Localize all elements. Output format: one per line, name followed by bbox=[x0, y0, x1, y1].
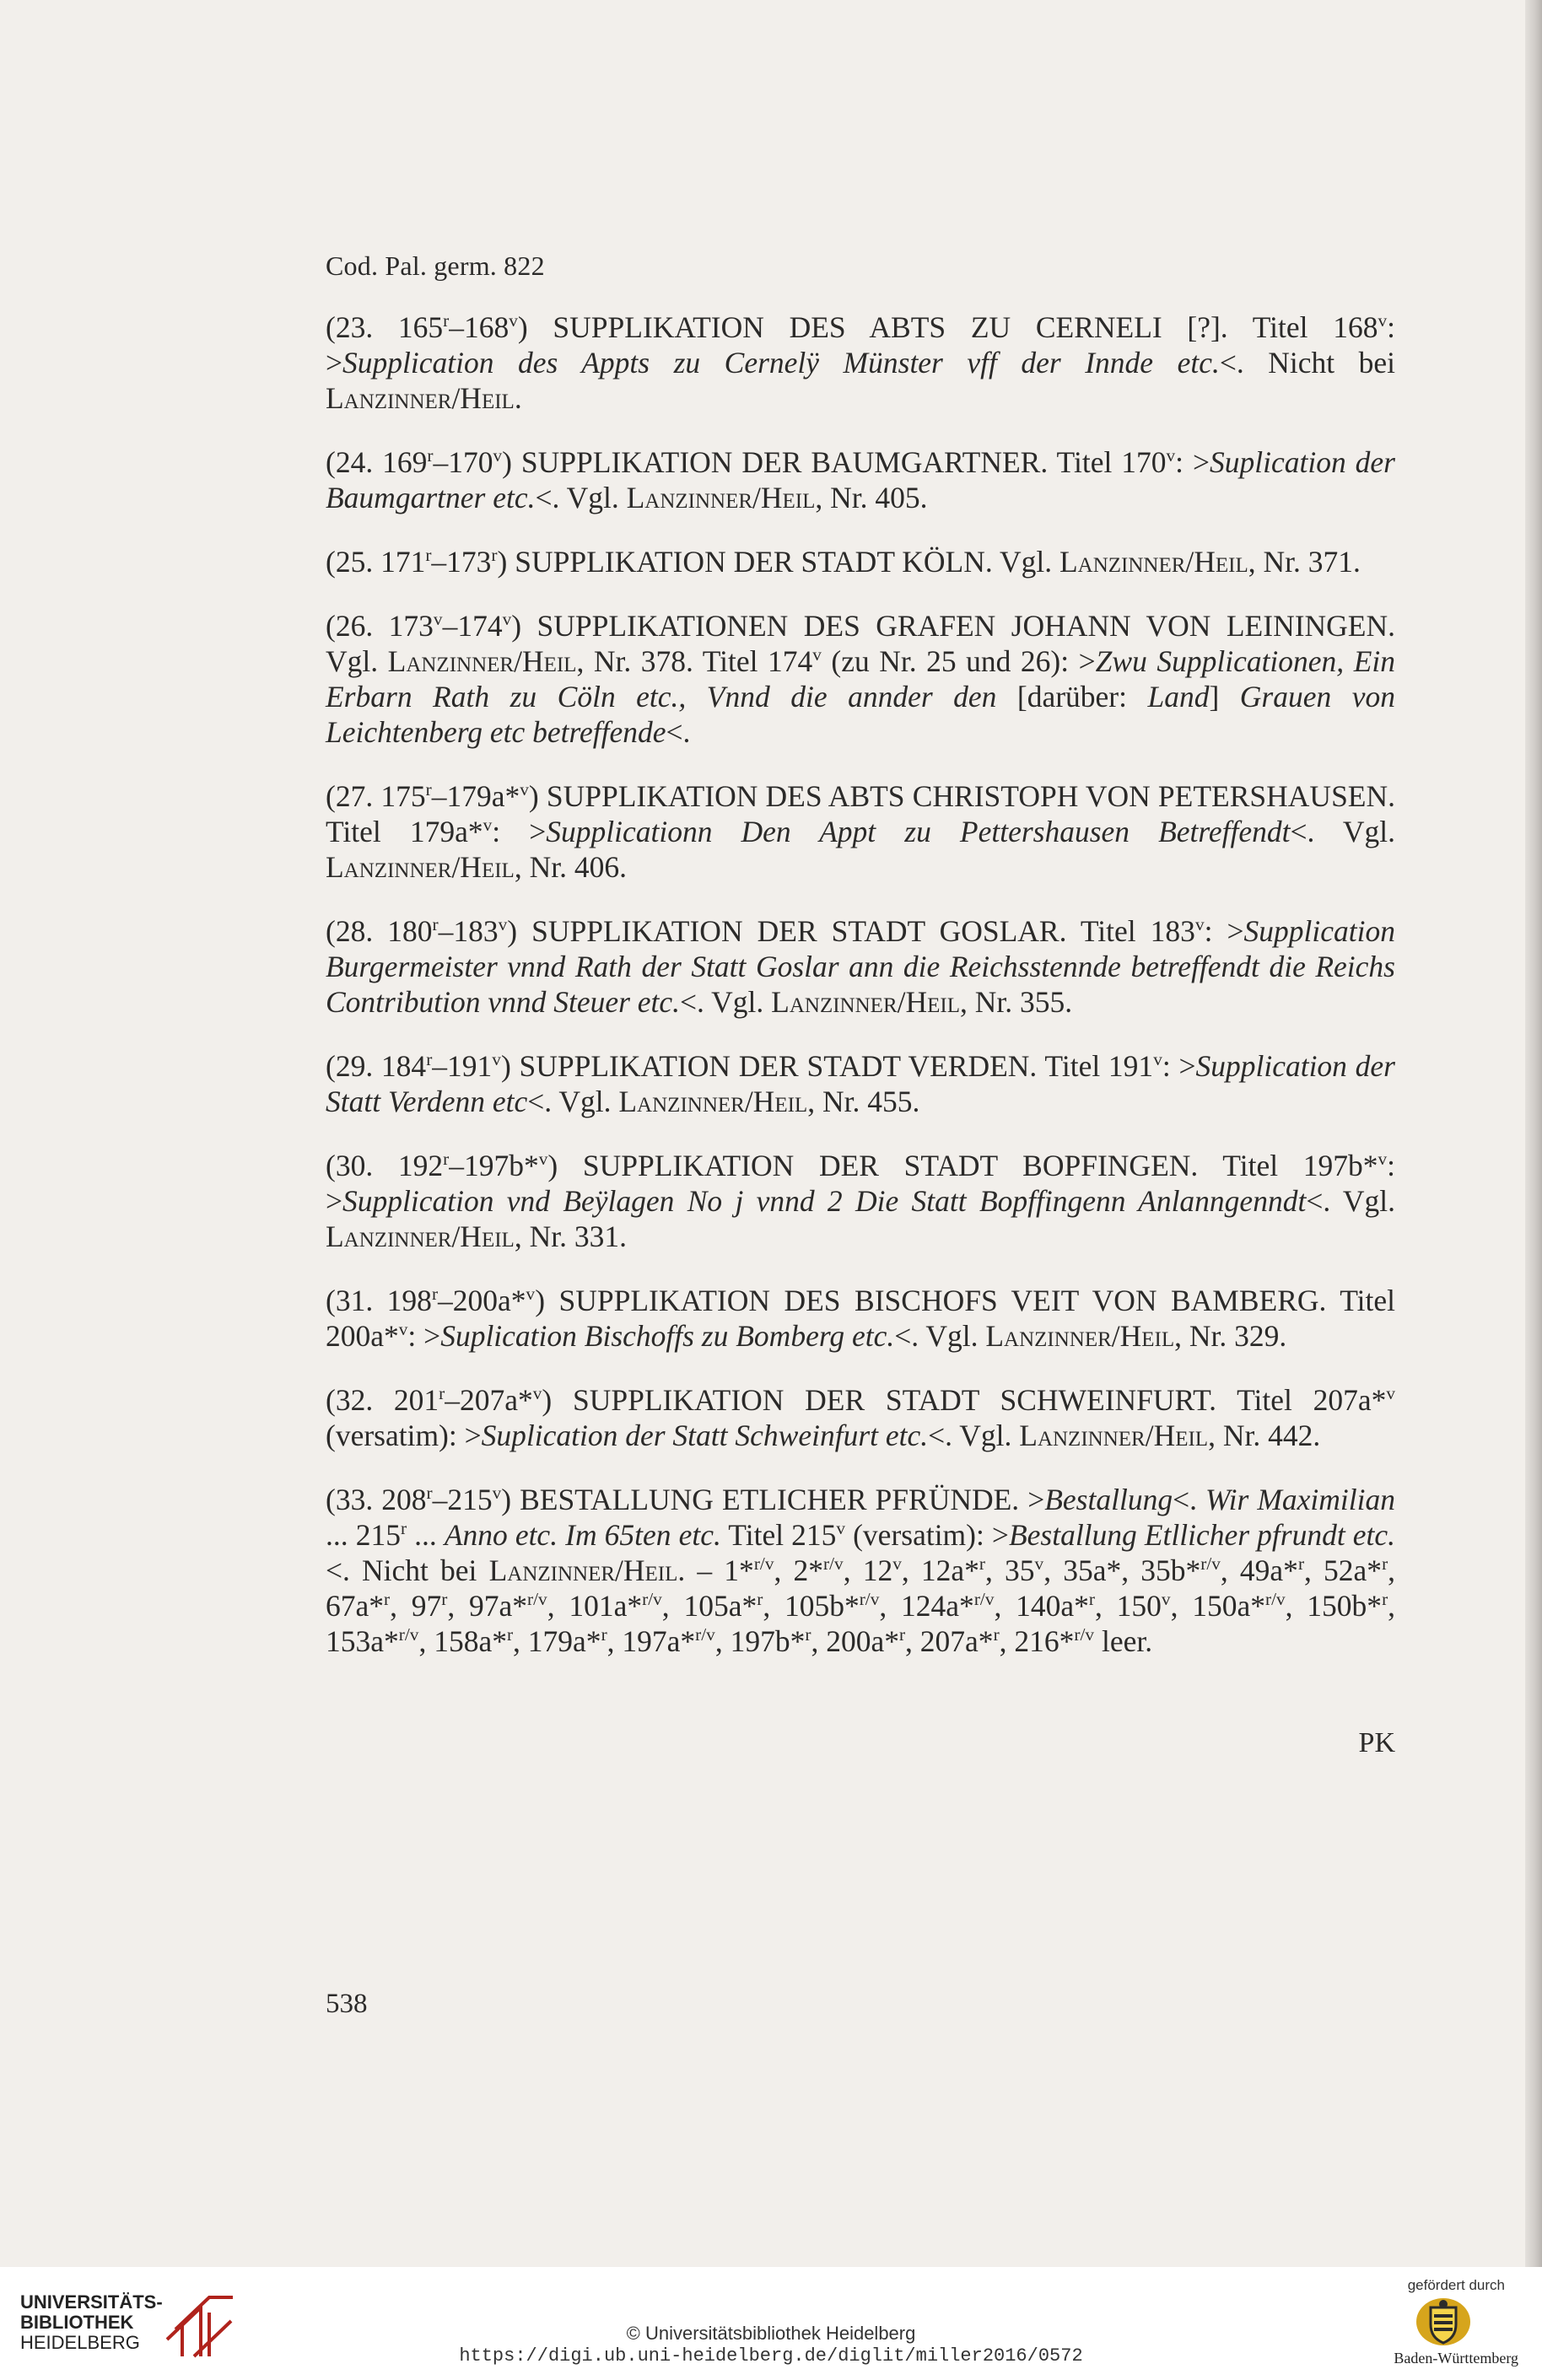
catalog-entry: (29. 184$^r$–191$^v$) SUPPLIKATION DER STADT VERDEN. Titel $191^v$: >Supplication der Statt Verdenn etc<. Vgl. Lanzinner/Heil, Nr. 455. bbox=[326, 1049, 1395, 1118]
catalog-entry: (24. 169$^r$–170$^v$) SUPPLIKATION DER BAUMGARTNER. Titel $170^v$: >Suplication der Baumgartner etc.<. Vgl. Lanzinner/Heil, Nr. 405. bbox=[326, 445, 1395, 514]
running-header: Cod. Pal. germ. 822 bbox=[326, 250, 545, 281]
catalog-entry: (31. 198$^r$–200a*$^v$) SUPPLIKATION DES BISCHOFS VEIT VON BAMBERG. Titel 200a*$^v$: >Suplication Bischoffs zu Bomberg etc.<. Vgl. Lanzinner/Heil, Nr. 329. bbox=[326, 1284, 1396, 1353]
catalog-entry: (23. 165$^r$–168$^v$) SUPPLIKATION DES ABTS ZU CERNELI [?]. Titel $168^v$: >Supplication des Appts zu Cernelÿ Münster vff der Innde etc.<. Nicht bei Lanzinner/Heil. bbox=[326, 310, 1395, 415]
page-number: 538 bbox=[326, 1989, 368, 2019]
sponsor-label: gefördert durch bbox=[1407, 2277, 1505, 2293]
library-name-line: HEIDELBERG bbox=[20, 2332, 140, 2353]
catalog-entry: (25. 171$^r$–173$^r$) SUPPLIKATION DER STADT KÖLN. Vgl. Lanzinner/Heil, Nr. 371. bbox=[326, 545, 1361, 579]
permalink[interactable]: https://digi.ub.uni-heidelberg.de/diglit/miller2016/0572 bbox=[459, 2345, 1083, 2367]
baden-wuerttemberg-crest-icon bbox=[1414, 2296, 1473, 2348]
copyright-notice: © Universitätsbibliothek Heidelberg bbox=[626, 2323, 916, 2344]
catalog-entry: (32. 201$^r$–207a*$^v$) SUPPLIKATION DER STADT SCHWEINFURT. Titel 207a*$^v$ (versatim): >Suplication der Statt Schweinfurt etc.<. Vgl. Lanzinner/Heil, Nr. 442. bbox=[326, 1383, 1395, 1452]
library-name-line: BIBLIOTHEK bbox=[20, 2312, 134, 2333]
catalog-entry: (26. 173$^v$–174$^v$) SUPPLIKATIONEN DES GRAFEN JOHANN VON LEININGEN. Vgl. Lanzinner/Heil, Nr. 378. Titel 174$^v$ (zu Nr. 25 und 26): >Zwu Supplicationen, Ein Erbarn Rath zu Cöln etc., Vnnd die annder den [darüber: Land] Grauen von Leichtenberg etc betreffende<. bbox=[326, 609, 1396, 749]
catalog-entry: (28. 180$^r$–183$^v$) SUPPLIKATION DER STADT GOSLAR. Titel $183^v$: >Supplication Burgermeister vnnd Rath der Statt Goslar ann die Reichsstennde betreffendt die Reichs Contribution vnnd Steuer etc.<. Vgl. Lanzinner/Heil, Nr. 355. bbox=[326, 914, 1395, 1019]
sponsor-name: Baden-Württemberg bbox=[1394, 2350, 1518, 2367]
library-name[interactable] bbox=[20, 2292, 163, 2353]
author-initials: PK bbox=[1358, 1727, 1395, 1758]
catalog-entry: (27. 175$^r$–179a*$^v$) SUPPLIKATION DES ABTS CHRISTOPH VON PETERSHAUSEN. Titel 179a*$^v$: >Supplicationn Den Appt zu Pettershausen Betreffendt<. Vgl. Lanzinner/Heil, Nr. 406. bbox=[326, 779, 1396, 884]
catalog-entries bbox=[326, 310, 1395, 1688]
library-name-line: UNIVERSITÄTS- bbox=[20, 2291, 163, 2313]
catalog-entry: (30. 192$^r$–197b*$^v$) SUPPLIKATION DER STADT BOPFINGEN. Titel 197b*$^v$: >Supplication vnd Beÿlagen No j vnnd 2 Die Statt Bopffingenn Anlanngenndt<. Vgl. Lanzinner/Heil, Nr. 331. bbox=[326, 1149, 1395, 1253]
page-edge bbox=[1525, 0, 1542, 2267]
catalog-entry: (33. 208$^r$–215$^v$) BESTALLUNG ETLICHER PFRÜNDE. >Bestallung<. Wir Maximilian ... 215$^r$ ... Anno etc. Im 65ten etc. Titel 215$^v$ (versatim): >Bestallung Etllicher pfrundt etc.<. Nicht bei Lanzinner/Heil. – 1*$^{r/v}$, 2*$^{r/v}$, 12$^v$, 12a*$^r$, 35$^v$, 35a*, 35b*$^{r/v}$, 49a*$^r$, 52a*$^r$, 67a*$^r$, 97$^r$, 97a*$^{r/v}$, 101a*$^{r/v}$, 105a*$^r$, 105b*$^{r/v}$, 124a*$^{r/v}$, 140a*$^r$, 150$^v$, 150a*$^{r/v}$, 150b*$^r$, 153a*$^{r/v}$, 158a*$^r$, 179a*$^r$, 197a*$^{r/v}$, 197b*$^r$, 200a*$^r$, 207a*$^r$, 216*$^{r/v}$ leer. bbox=[326, 1483, 1396, 1658]
